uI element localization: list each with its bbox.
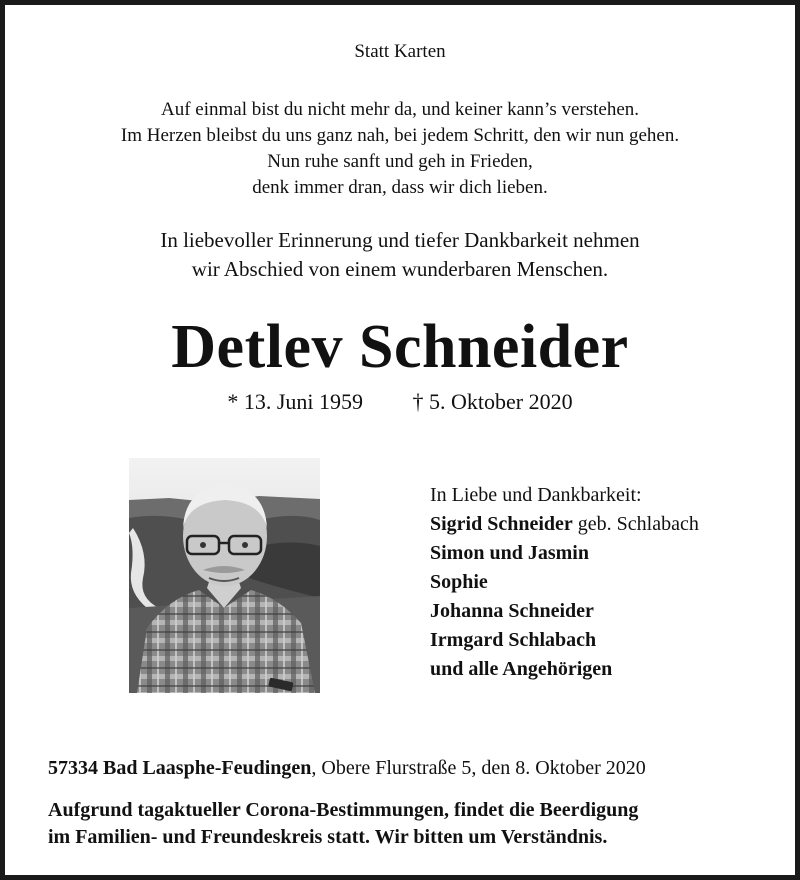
intro-line: In liebevoller Erinnerung und tiefer Dankbarkeit nehmen <box>160 228 640 252</box>
family-member-name: Sigrid Schneider <box>430 513 573 535</box>
family-member-name: Irmgard Schlabach <box>430 629 597 651</box>
family-member-name: und alle Angehörigen <box>430 658 613 680</box>
poem-line: denk immer dran, dass wir dich lieben. <box>252 177 548 198</box>
poem-line: Auf einmal bist du nicht mehr da, und keiner kann’s verstehen. <box>160 99 640 120</box>
family-member <box>430 568 699 597</box>
notice-line: Aufgrund tagaktueller Corona-Bestimmungen, findet die Beerdigung <box>48 799 639 821</box>
family-member <box>430 510 699 539</box>
family-member <box>430 597 699 626</box>
family-member-name: Sophie <box>430 571 488 593</box>
family-heading: In Liebe und Dankbarkeit: <box>430 484 642 506</box>
address-line <box>48 757 778 780</box>
poem <box>5 97 795 201</box>
deceased-name: Detlev Schneider <box>171 313 629 381</box>
funeral-notice <box>48 797 778 851</box>
intro-text <box>5 226 795 284</box>
header-text: Statt Karten <box>354 41 446 62</box>
family-member <box>430 539 699 568</box>
address-place: 57334 Bad Laasphe-Feudingen <box>48 757 312 779</box>
family-member <box>430 655 699 684</box>
intro-line: wir Abschied von einem wunderbaren Menschen. <box>191 257 609 281</box>
family-member-name: Johanna Schneider <box>430 600 594 622</box>
family-member <box>430 626 699 655</box>
family-list <box>430 481 699 684</box>
death-date: † 5. Oktober 2020 <box>412 389 573 414</box>
birth-date: * 13. Juni 1959 <box>227 389 364 414</box>
notice-line: im Familien- und Freundeskreis statt. Wir bitten um Verständnis. <box>48 826 608 848</box>
life-dates <box>5 389 795 415</box>
poem-line: Im Herzen bleibst du uns ganz nah, bei jedem Schritt, den wir nun gehen. <box>120 125 680 146</box>
family-member-suffix: geb. Schlabach <box>572 513 699 535</box>
portrait-photo <box>129 458 320 693</box>
family-member-name: Simon und Jasmin <box>430 542 589 564</box>
poem-line: Nun ruhe sanft und geh in Frieden, <box>267 151 533 172</box>
address-rest: , Obere Flurstraße 5, den 8. Oktober 2020 <box>311 757 646 779</box>
